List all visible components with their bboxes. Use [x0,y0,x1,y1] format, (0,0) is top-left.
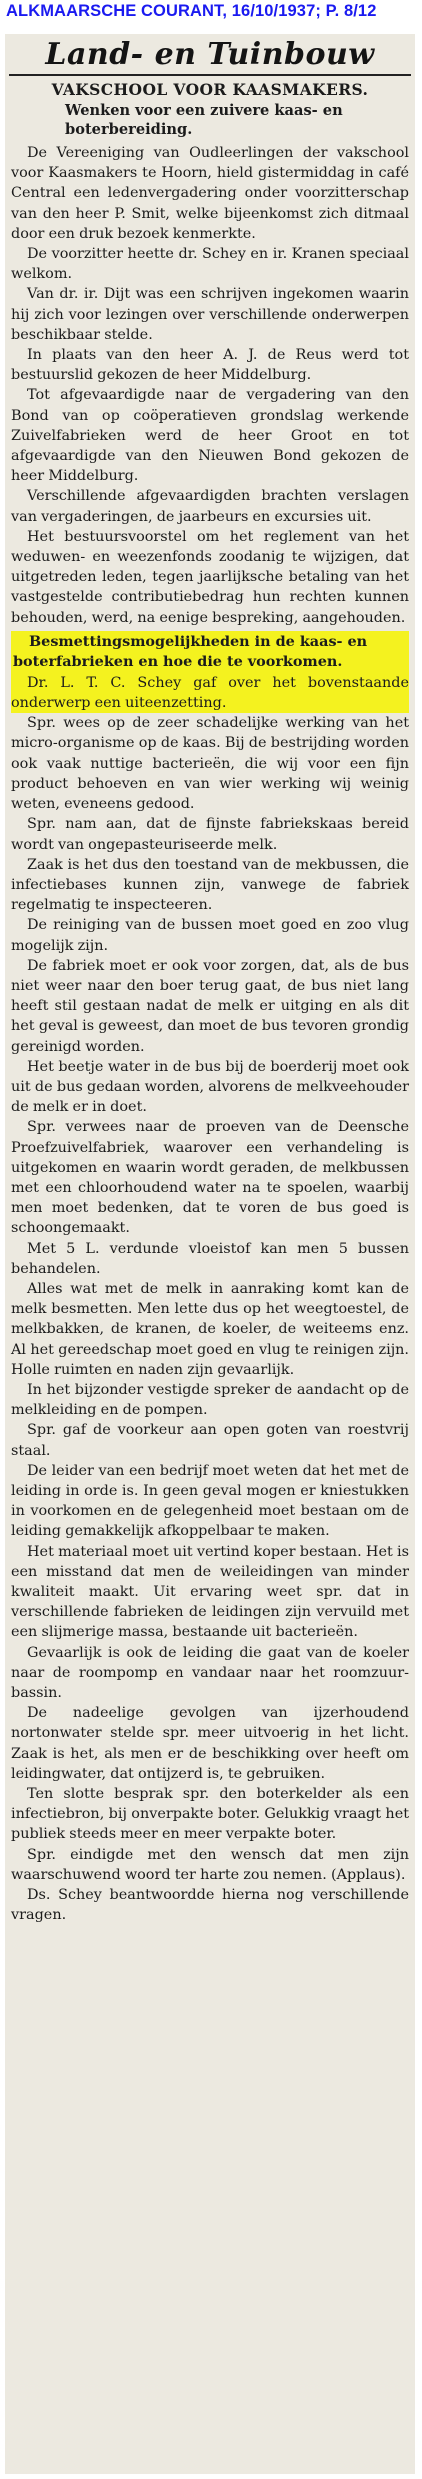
paragraph: Het materiaal moet uit vertind koper bestaan. Het is een misstand dat men de weileidingen van minder kwaliteit maakt. Uit ervaring weet spr. dat in verschillende fabrieken de leidingen zijn vervuild met een slijmerige massa, bestaande uit bacterieën. [11,1543,409,1641]
paragraph-highlighted: Dr. L. T. C. Schey gaf over het bovenstaande onderwerp een uiteenzetting. [11,673,409,713]
paragraph: Spr. wees op de zeer schadelijke werking van het micro-organisme op de kaas. Bij de bestrijding worden ook vaak nuttige bacterieën, die wij voor een fijn product behoeven en van wier werking wij weinig weten, eveneens gedood. [11,715,409,813]
paragraph: De leider van een bedrijf moet weten dat het met de leiding in orde is. In geen geval mogen er kniestukken in voorkomen en de gelegenheid moet bestaan om de leiding gemakkelijk afkoppelbaar te maken. [11,1462,409,1540]
paragraph: Van dr. ir. Dijt was een schrijven ingekomen waarin hij zich voor lezingen over verschillende onderwerpen beschikbaar stelde. [11,286,409,343]
article-body-part-1 [5,143,415,628]
paragraph: Tot afgevaardigde naar de vergadering van den Bond van op coöperatieven grondslag werkende Zuivelfabrieken werd de heer Groot en tot afgevaardigde van den Nieuwen Bond gekozen de heer Middelburg. [11,387,409,485]
paragraph: Het beetje water in de bus bij de boerderij moet ook uit de bus gedaan worden, alvorens de melkveehouder de melk er in doet. [11,1058,409,1116]
section-subheading-highlighted: Besmettingsmogelijkheden in de kaas- en boterfabrieken en hoe die te voorkomen. [11,631,409,673]
article-subheading: Wenken voor een zuivere kaas- en boterbereiding. [65,102,343,138]
paragraph: Spr. gaf de voorkeur aan open goten van roestvrij staal. [11,1422,409,1459]
article-body-part-2 [5,673,415,1926]
paragraph: In het bijzonder vestigde spreker de aandacht op de melkleiding en de pompen. [11,1381,409,1419]
paragraph: Zaak is het dus den toestand van de mekbussen, die infectiebases kunnen zijn, vanwege de fabriek regelmatig te inspecteeren. [11,856,409,914]
paragraph: Spr. eindigde met den wensch dat men zijn waarschuwend woord ter harte zou nemen. (Applaus). [11,1846,409,1883]
paragraph: Het bestuursvoorstel om het reglement van het weduwen- en weezenfonds zoodanig te wijzigen, dat uitgetreden leden, tegen jaarlijksche betaling van het vastgestelde contributiebedrag hun rechten kunnen behouden, werd, na eenige bespreking, aangehouden. [11,528,409,626]
paragraph: De voorzitter heette dr. Schey en ir. Kranen speciaal welkom. [11,246,409,283]
paragraph: De reiniging van de bussen moet goed en zoo vlug mogelijk zijn. [11,917,409,954]
section-rubric: Land- en Tuinbouw [45,37,375,72]
paragraph: Gevaarlijk is ook de leiding die gaat van de koeler naar de roompomp en vandaar naar het roomzuur-bassin. [11,1644,409,1702]
paragraph: Spr. nam aan, dat de fijnste fabriekskaas bereid wordt van ongepasteuriseerde melk. [11,816,409,853]
newspaper-clipping [5,34,415,2474]
paragraph: In plaats van den heer A. J. de Reus werd tot bestuurslid gekozen de heer Middelburg. [11,347,409,384]
paragraph: Ds. Schey beantwoordde hierna nog verschillende vragen. [11,1887,409,1924]
paragraph: De Vereeniging van Oudleerlingen der vakschool voor Kaasmakers te Hoorn, hield gistermiddag in café Central een ledenvergadering onder voorzitterschap van den heer P. Smit, welke bijeenkomst zich ditmaal door een druk bezoek kenmerkte. [11,145,409,242]
rubric-rule [9,74,411,76]
paragraph: De nadeelige gevolgen van ijzerhoudend nortonwater stelde spr. meer uitvoerig in het licht. Zaak is het, als men er de beschikking over heeft om leidingwater, dat ontijzerd is, te gebruiken. [11,1705,409,1782]
paragraph: Spr. verwees naar de proeven van de Deensche Proefzuivelfabriek, waarover een verhandeling is uitgekomen en waarin wordt geraden, de melkbussen met een chloorhoudend water na te spoelen, waarbij men moet bedenken, dat te voren de bus goed is schoongemaakt. [11,1119,409,1237]
paragraph: Alles wat met de melk in aanraking komt kan de melk besmetten. Men lette dus op het weegtoestel, de melkbakken, de kranen, de koeler, de weiteems enz. Al het gereedschap moet goed en vlug te reinigen zijn. Holle ruimten en naden zijn gevaarlijk. [11,1280,409,1378]
paragraph: De fabriek moet er ook voor zorgen, dat, als de bus niet weer naar den boer terug gaat, de bus niet lang heeft stil gestaan nadat de melk er uitging en als dit het geval is geweest, dan moet de bus tevoren grondig gereinigd worden. [11,957,409,1055]
paragraph: Met 5 L. verdunde vloeistof kan men 5 bussen behandelen. [11,1240,409,1277]
paragraph: Verschillende afgevaardigden brachten verslagen van vergaderingen, de jaarbeurs en excursies uit. [11,488,409,525]
paragraph: Ten slotte besprak spr. den boterkelder als een infectiebron, bij onverpakte boter. Gelukkig vraagt het publiek steeds meer en meer verpakte boter. [11,1786,409,1843]
article-heading: VAKSCHOOL VOOR KAASMAKERS. [51,80,369,99]
source-line: ALKMAARSCHE COURANT, 16/10/1937; P. 8/12 [6,2,377,20]
